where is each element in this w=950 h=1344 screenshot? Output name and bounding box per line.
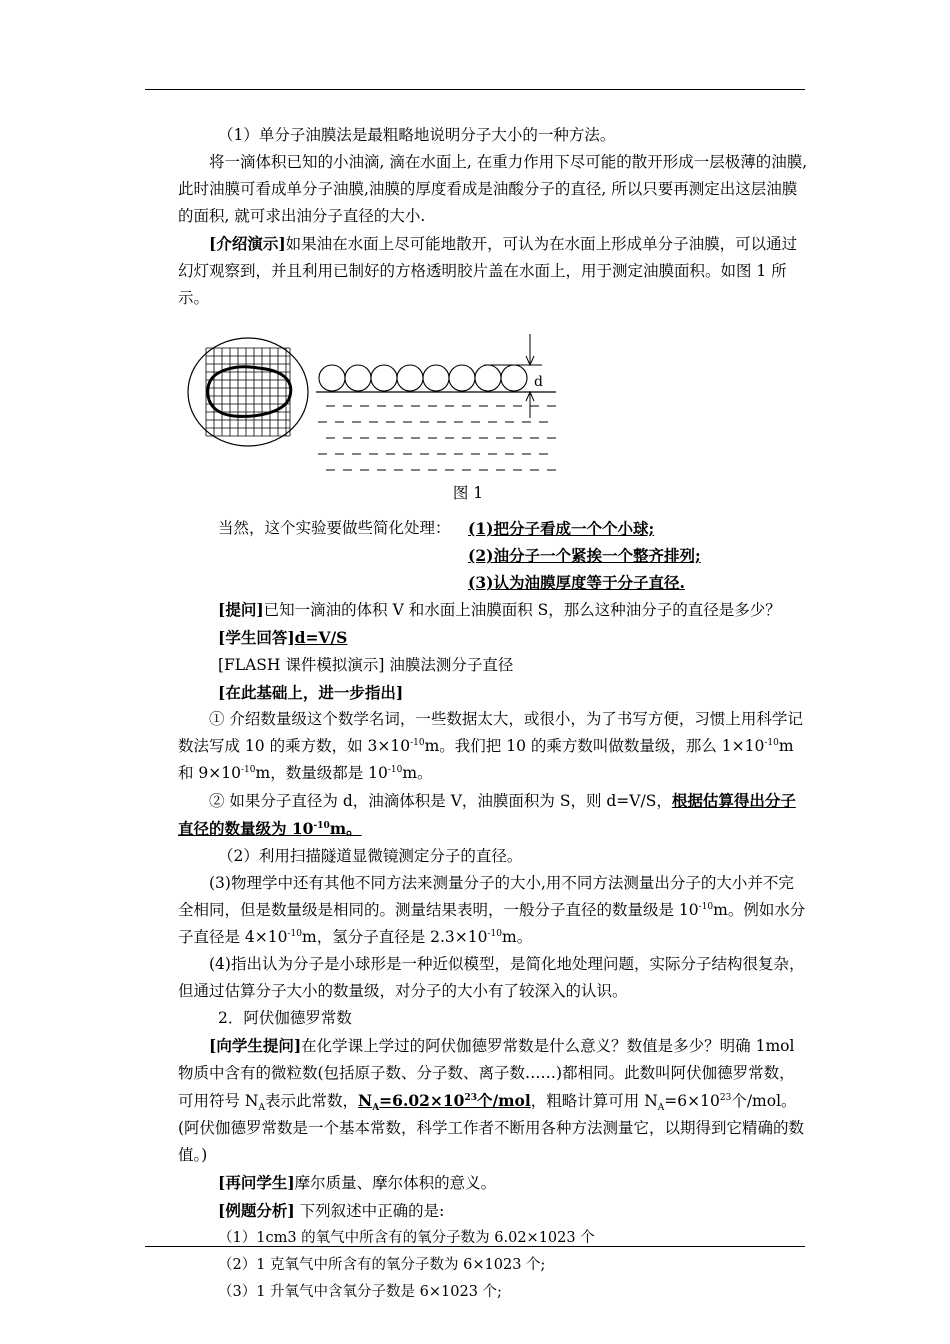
avogadro-value: $N_A=6.02\times 10^{23}$个/mol bbox=[358, 1091, 531, 1114]
simplification-list bbox=[178, 515, 808, 596]
answer-tag: [学生回答] bbox=[218, 628, 295, 647]
avogadro-paragraph bbox=[178, 1032, 808, 1169]
transparent-grid bbox=[206, 348, 290, 436]
answer-paragraph bbox=[178, 624, 808, 652]
further-heading: [在此基础上，进一步指出] bbox=[218, 683, 404, 702]
ask-again-paragraph bbox=[178, 1169, 808, 1197]
example-item-3: （3）1 升氧气中含氧分子数是 6×1023 个; bbox=[218, 1284, 502, 1300]
flash-paragraph bbox=[178, 652, 808, 679]
magnitude-text-d: m，数量级都是 10 bbox=[255, 764, 388, 782]
avogadro-tag: [向学生提问] bbox=[209, 1036, 302, 1055]
avogadro-text-c: ，粗略计算可用 N bbox=[530, 1092, 658, 1110]
example-heading bbox=[178, 1197, 808, 1225]
magnitude-paragraph-1 bbox=[178, 706, 808, 787]
document-body bbox=[178, 122, 808, 1306]
question-text: 已知一滴油的体积 V 和水面上油膜面积 S，那么这种油分子的直径是多少？ bbox=[263, 601, 781, 619]
magnitude-conclusion: 根据估算得出分子直径的数量级为 $10^{-10}m$。 bbox=[178, 791, 796, 838]
example-tag: [例题分析] bbox=[218, 1201, 295, 1220]
ask-again-tag: [再问学生] bbox=[218, 1173, 295, 1192]
avogadro-text-a: 在化学课上学过的阿伏伽德罗常数是什么意义？数值是多少？明确 1mol 物质中含有的微粒数(包括原子数、分子数、离子数……)都相同。此数叫阿伏伽德罗常数，可用符号 N bbox=[178, 1037, 795, 1110]
point-3-text-b: m。例如水分子直径是 4×10 bbox=[178, 901, 806, 946]
exponent: -10 bbox=[387, 765, 403, 775]
example-item-2: （2）1 克氧气中所含有的氧分子数为 6×1023 个; bbox=[218, 1257, 546, 1273]
exponent: -10 bbox=[241, 765, 256, 775]
example-item-1: （1）1cm3 的氧气中所含有的氧分子数为 6.02×1023 个 bbox=[218, 1230, 595, 1246]
exponent: -10 bbox=[487, 929, 502, 939]
subscript-a: A bbox=[258, 1103, 265, 1114]
exponent: -10 bbox=[764, 738, 779, 748]
molecule-row bbox=[319, 365, 527, 391]
exponent-23: 23 bbox=[719, 1093, 732, 1103]
point-3 bbox=[178, 870, 808, 951]
subscript-a: A bbox=[657, 1103, 665, 1114]
flash-tag: [FLASH 课件模拟演示] bbox=[218, 656, 385, 674]
flash-text: 油膜法测分子直径 bbox=[384, 656, 514, 674]
magnitude-text-e: m。 bbox=[402, 764, 433, 782]
point-4: (4)指出认为分子是小球形是一种近似模型，是简化地处理问题，实际分子结构很复杂，但通过估算分子大小的数量级，对分子的大小有了较深入的认识。 bbox=[178, 955, 805, 1000]
magnitude-text-b: m。我们把 10 的乘方数叫做数量级，那么 1×10 bbox=[424, 737, 765, 755]
magnitude-paragraph-2 bbox=[178, 787, 808, 843]
point-3-text-c: m，氢分子直径是 2.3×10 bbox=[302, 928, 488, 946]
simplification-lead: 当然，这个实验要做些简化处理： bbox=[218, 519, 451, 537]
exponent: -10 bbox=[287, 929, 302, 939]
avogadro-text-d: =6×10 bbox=[664, 1092, 720, 1110]
point-2: （2）利用扫描隧道显微镜测定分子的直径。 bbox=[218, 847, 523, 865]
header-rule bbox=[145, 89, 805, 90]
simplification-item-1: (1)把分子看成一个个小球; bbox=[468, 519, 655, 538]
example-text: 下列叙述中正确的是: bbox=[294, 1202, 445, 1220]
simplification-item-2: (2)油分子一个紧挨一个整齐排列; bbox=[468, 546, 701, 565]
magnitude-text-c: m 和 9×10 bbox=[178, 737, 794, 782]
answer-formula: d=V/S bbox=[294, 628, 348, 647]
avogadro-title: 2．阿伏伽德罗常数 bbox=[218, 1009, 352, 1027]
water-dashes bbox=[318, 406, 556, 470]
demo-text: 如果油在水面上尽可能地散开，可认为在水面上形成单分子油膜，可以通过幻灯观察到，并且利用已制好的方格透明胶片盖在水面上，用于测定油膜面积。如图 1 所示。 bbox=[178, 235, 798, 307]
simplification-item-3: (3)认为油膜厚度等于分子直径. bbox=[468, 573, 685, 592]
demo-tag: [介绍演示] bbox=[209, 234, 286, 253]
magnitude-text-a: ① 介绍数量级这个数学名词，一些数据太大，或很小，为了书写方便，习惯上用科学记数法写成 10 的乘方数，如 3×10 bbox=[178, 710, 803, 755]
demo-paragraph bbox=[178, 230, 808, 312]
oil-film-diagram bbox=[186, 326, 566, 476]
section1-title: （1）单分子油膜法是最粗略地说明分子大小的一种方法。 bbox=[218, 126, 616, 144]
point-3-text-d: m。 bbox=[502, 928, 533, 946]
ask-again-text: 摩尔质量、摩尔体积的意义。 bbox=[294, 1174, 497, 1192]
figure-caption: 图 1 bbox=[452, 484, 484, 502]
section1-body: 将一滴体积已知的小油滴, 滴在水面上, 在重力作用下尽可能的散开形成一层极薄的油膜, 此时油膜可看成单分子油膜,油膜的厚度看成是油酸分子的直径, 所以只要再测定出这层油膜的面积, 就可求出油分子直径的大小. bbox=[178, 153, 808, 225]
point-3-text-a: (3)物理学中还有其他不同方法来测量分子的大小,用不同方法测量出分子的大小并不完全相同，但是数量级是相同的。测量结果表明，一般分子直径的数量级是 10 bbox=[178, 874, 794, 919]
magnitude-p2-text: ② 如果分子直径为 d，油滴体积是 V，油膜面积为 S，则 d=V/S， bbox=[209, 792, 672, 810]
d-label: d bbox=[534, 374, 543, 390]
avogadro-text-b: 表示此常数， bbox=[265, 1092, 359, 1110]
exponent: -10 bbox=[410, 738, 425, 748]
figure-1 bbox=[178, 326, 808, 476]
question-paragraph bbox=[178, 596, 808, 624]
avogadro-text-e: 个/mol。(阿伏伽德罗常数是一个基本常数，科学工作者不断用各种方法测量它，以期得到它精确的数值。) bbox=[178, 1092, 805, 1164]
question-tag: [提问] bbox=[218, 600, 264, 619]
exponent: -10 bbox=[698, 902, 714, 912]
